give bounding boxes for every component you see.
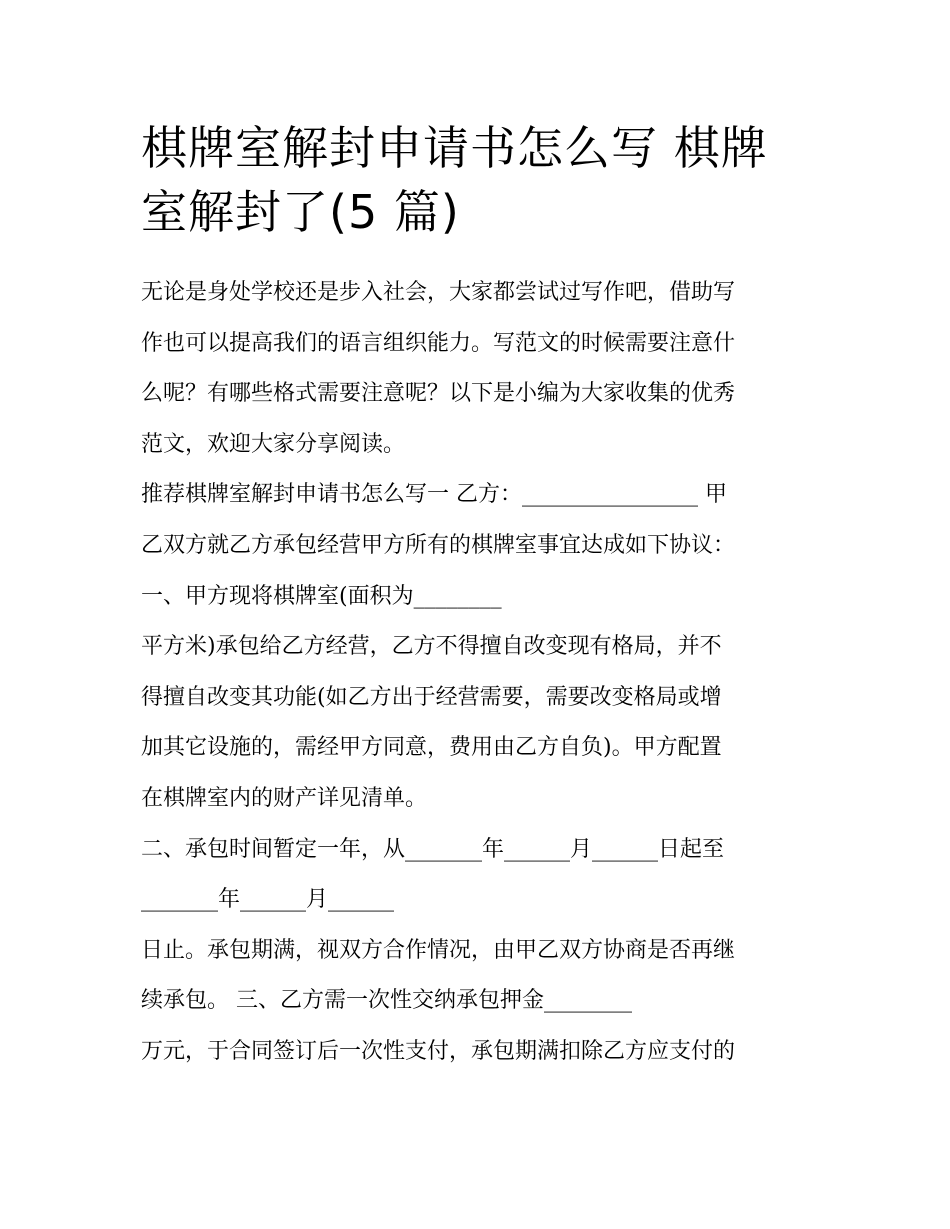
document-title [141,116,813,244]
body-line: 加其它设施的，需经甲方同意，费用由乙方自负)。甲方配置 [141,735,722,761]
body-line: 乙双方就乙方承包经营甲方所有的棋牌室事宜达成如下协议： [141,532,736,558]
body-line: 日止。承包期满，视双方合作情况，由甲乙双方协商是否再继 [141,937,736,963]
body-line: 平方米)承包给乙方经营，乙方不得擅自改变现有格局，并不 [141,634,722,660]
body-line: 推荐棋牌室解封申请书怎么写一 乙方：________________ 甲 [141,482,727,508]
body-line: 一、甲方现将棋牌室(面积为________ [141,583,502,609]
body-line: 续承包。 三、乙方需一次性交纳承包押金________ [141,988,632,1014]
body-line: 得擅自改变其功能(如乙方出于经营需要，需要改变格局或增 [141,684,722,710]
document-page [141,116,813,1078]
body-line: 作也可以提高我们的语言组织能力。写范文的时候需要注意什 [141,330,736,356]
body-line: 二、承包时间暂定一年，从_______年______月______日起至 [141,836,725,862]
body-line: _______年______月______ [141,887,395,913]
title-line-2: 室解封了(5 篇) [141,185,460,239]
body-line: 范文，欢迎大家分享阅读。 [141,431,406,457]
body-line: 么呢？有哪些格式需要注意呢？以下是小编为大家收集的优秀 [141,381,736,407]
body-line: 无论是身处学校还是步入社会，大家都尝试过写作吧，借助写 [141,280,736,305]
document-body [141,268,813,1078]
body-line: 在棋牌室内的财产详见清单。 [141,785,428,811]
body-line: 万元，于合同签订后一次性支付，承包期满扣除乙方应支付的 [141,1038,736,1064]
title-line-1: 棋牌室解封申请书怎么写 棋牌 [141,121,768,175]
